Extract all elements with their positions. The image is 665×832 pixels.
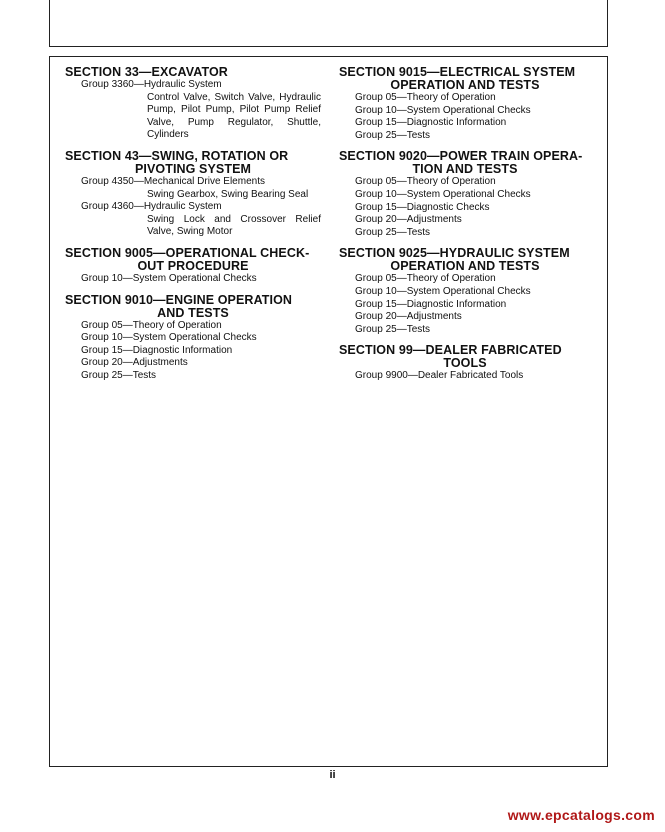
- header-frame: [49, 0, 608, 47]
- section-section-9005: [65, 247, 321, 286]
- section-title-line2: TION AND TESTS: [412, 162, 518, 177]
- group-detail: Control Valve, Switch Valve, Hydraulic Pump, Pilot Pump, Pilot Pump Relief Valve, Pump Regulator, Shuttle, Cylinders: [147, 91, 321, 141]
- group-entry: Group 20—Adjustments: [355, 311, 462, 323]
- group-entry: Group 10—System Operational Checks: [355, 104, 531, 116]
- section-title-line2: TOOLS: [443, 356, 487, 371]
- section-section-43: [65, 150, 321, 239]
- section-title-line1: SECTION 99—DEALER FABRICATED: [339, 343, 562, 358]
- section-section-9020: [339, 150, 591, 239]
- page-number: ii: [329, 769, 336, 781]
- section-title-line1: SECTION 9005—OPERATIONAL CHECK-: [65, 245, 310, 260]
- section-title: [65, 150, 321, 176]
- section-title: [339, 344, 591, 370]
- group-entry: Group 4350—Mechanical Drive Elements: [81, 175, 265, 187]
- group-entry: Group 05—Theory of Operation: [355, 92, 496, 103]
- section-title-line1: SECTION 33—EXCAVATOR: [65, 65, 228, 79]
- group-entry: Group 15—Diagnostic Checks: [355, 201, 490, 213]
- right-column: [339, 66, 591, 391]
- group-entry: Group 9900—Dealer Fabricated Tools: [355, 370, 524, 382]
- group-entry: Group 4360—Hydraulic System: [81, 201, 222, 213]
- group-entry: Group 25—Tests: [355, 129, 431, 141]
- section-title-line2: OPERATION AND TESTS: [390, 78, 540, 92]
- group-entry: Group 10—System Operational Checks: [81, 272, 257, 284]
- section-title: [65, 294, 321, 320]
- section-title-line2: OUT PROCEDURE: [137, 258, 249, 273]
- section-title-line2: PIVOTING SYSTEM: [134, 161, 252, 176]
- group-entry: Group 05—Theory of Operation: [355, 273, 496, 285]
- section-section-9010: [65, 294, 321, 383]
- section-title-line2: OPERATION AND TESTS: [390, 259, 540, 274]
- group-entry: Group 25—Tests: [355, 226, 431, 238]
- section-title-line1: SECTION 43—SWING, ROTATION OR: [65, 148, 289, 163]
- group-detail: Swing Gearbox, Swing Bearing Seal: [147, 188, 309, 200]
- group-entry: Group 25—Tests: [81, 369, 157, 381]
- section-title-line2: AND TESTS: [157, 305, 229, 320]
- group-entry: Group 10—System Operational Checks: [355, 188, 531, 200]
- section-title: [339, 247, 591, 273]
- group-entry: Group 10—System Operational Checks: [81, 332, 257, 344]
- group-entry: Group 20—Adjustments: [81, 357, 188, 369]
- section-title: [65, 66, 321, 79]
- group-entry: Group 15—Diagnostic Information: [355, 117, 507, 129]
- section-title: [339, 150, 591, 176]
- group-entry: Group 20—Adjustments: [355, 214, 462, 226]
- section-section-9015: [339, 66, 591, 142]
- group-entry: Group 05—Theory of Operation: [355, 176, 496, 188]
- section-title: [65, 247, 321, 273]
- section-section-99: [339, 344, 591, 383]
- group-entry: Group 15—Diagnostic Information: [355, 298, 507, 310]
- watermark-link[interactable]: www.epcatalogs.com: [507, 807, 655, 823]
- section-title-line1: SECTION 9020—POWER TRAIN OPERA-: [339, 149, 583, 164]
- group-entry: Group 25—Tests: [355, 323, 431, 335]
- section-section-33: [65, 66, 321, 142]
- group-entry: Group 15—Diagnostic Information: [81, 344, 233, 356]
- group-entry: Group 10—System Operational Checks: [355, 285, 531, 297]
- group-entry: Group 05—Theory of Operation: [81, 319, 222, 331]
- section-title-line1: SECTION 9015—ELECTRICAL SYSTEM: [339, 65, 576, 79]
- section-title: [339, 66, 591, 92]
- section-title-line1: SECTION 9010—ENGINE OPERATION: [65, 292, 293, 307]
- group-entry: Group 3360—Hydraulic System: [81, 79, 222, 90]
- group-detail: Swing Lock and Crossover Relief Valve, Swing Motor: [147, 213, 321, 238]
- left-column: [65, 66, 321, 391]
- section-section-9025: [339, 247, 591, 336]
- section-title-line1: SECTION 9025—HYDRAULIC SYSTEM: [339, 246, 570, 261]
